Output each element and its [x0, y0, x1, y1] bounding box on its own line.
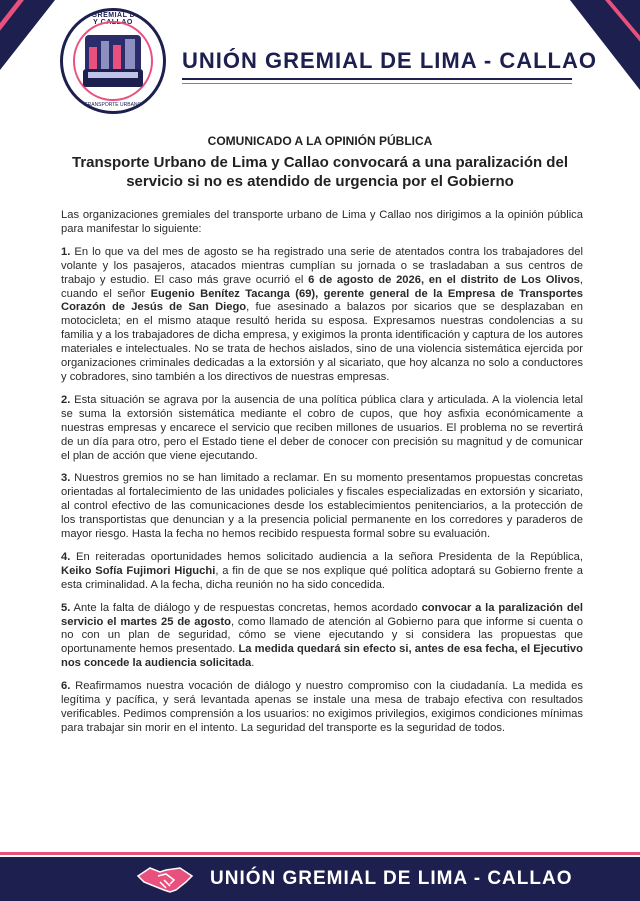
title-underline-accent [182, 83, 572, 84]
footer-accent-stripe [0, 852, 640, 855]
point-text: Nuestros gremios no se han limitado a reclamar. En su momento presentamos propuestas concretas orientadas al fortalecimiento de las unidades policiales y fiscales especializadas en extorsión y sicariato, al control efectivo de las comunicaciones desde los establecimientos penitenciarios, a la protección de los transportistas que denuncian y a la presencia policial permanente en los corredores y paraderos de mayor riesgo. Hasta la fecha no hemos recibido respuesta formal sobre su evaluación. [61, 472, 583, 541]
logo-text-bottom: TRANSPORTE URBANO [84, 102, 142, 108]
point-3-paragraph [61, 472, 583, 542]
point-text: , fue asesinado a balazos por sicarios que se desplazaban en motocicleta; en el mismo ataque resultó herida su esposa. Expresamos nuestras condolencias a su familia y a los trabajadores de dicha empresa, y exigimos la pronta identificación y captura de los autores materiales e intelectuales. No se trata de hechos aislados, sino de una violencia sistemática ejercida por organizaciones criminales dedicadas a la extorsión y al sicariato, que hoy alcanza no solo a conductores y cobradores, sino también a los directivos de nuestras empresas. [61, 301, 583, 383]
logo-building [89, 47, 97, 69]
logo-bus-icon [83, 69, 143, 87]
logo-text-top: UNIÓN GREMIAL DE LIMA Y CALLAO [64, 12, 162, 26]
point-number: 5. [61, 601, 71, 614]
point-text: , a fin de que se nos explique qué política adoptará su Gobierno frente a esta criminalidad. A la fecha, dicha reunión no ha sido concedida. [61, 564, 583, 591]
point-text: , como llamado de atención al Gobierno para que informe si cuenta o no con un plan de seguridad, cómo se viene ejecutando y si considera las propuestas que oportunamente hemos presentado. [61, 615, 583, 656]
point-text: , cuando el señor [61, 273, 583, 300]
handshake-icon [136, 862, 194, 896]
intro-paragraph: Las organizaciones gremiales del transporte urbano de Lima y Callao nos dirigimos a la opinión pública para manifestar lo siguiente: [61, 209, 583, 235]
point-highlight: Eugenio Benítez Tacanga (69), gerente general de la Empresa de Transportes Corazón de Jesús de San Diego [61, 287, 583, 314]
point-highlight: Keiko Sofía Fujimori Higuchi [61, 564, 216, 577]
point-highlight: 6 de agosto de 2026, en el distrito de Los Olivos [308, 273, 580, 286]
announcement-label: COMUNICADO A LA OPINIÓN PÚBLICA [207, 134, 433, 148]
title-underline [182, 78, 572, 80]
point-highlight: La medida quedará sin efecto si, antes de esa fecha, el Ejecutivo nos concede la audiencia solicitada [61, 643, 583, 670]
point-text: Ante la falta de diálogo y de respuestas concretas, hemos acordado [70, 601, 422, 614]
point-text: Esta situación se agrava por la ausencia de una política pública clara y articulada. A la violencia letal se suma la extorsión sistemática mediante el cobro de cupos, que hoy asfixia económicamente a nuestras empresas y encarece el servicio que reciben millones de usuarios. El problema no se revertirá de un día para otro, pero el Estado tiene el deber de conocer con precisión su magnitud y de comunicar el plan de acción que viene ejecutando. [61, 393, 583, 462]
communique-body [61, 209, 583, 745]
point-text: . [251, 657, 255, 670]
point-text: Reafirmamos nuestra vocación de diálogo y nuestro compromiso con la ciudadanía. La medida es legítima y pacífica, y será levantada apenas se instale una mesa de trabajo efectiva con resultados verificables. Pedimos comprensión a los usuarios: no exigimos privilegios, exigimos condiciones mínimas para trabajar sin morir en el intento. La seguridad del transporte es la seguridad de todos. [61, 680, 583, 734]
union-logo [60, 8, 166, 114]
organization-title: UNIÓN GREMIAL DE LIMA - CALLAO [182, 48, 597, 73]
logo-building [101, 41, 109, 69]
point-2-paragraph [61, 394, 583, 464]
point-number: 2. [61, 393, 71, 406]
point-number: 1. [61, 245, 71, 258]
point-text: En lo que va del mes de agosto se ha registrado una serie de atentados contra los trabajadores del volante y los pasajeros, atacados mientras cumplían su jornada o se trasladaban a sus centros de trabajo y estudio. El caso más grave ocurrió el [61, 245, 583, 286]
point-4-paragraph [61, 551, 583, 593]
logo-building [113, 45, 121, 69]
point-number: 3. [61, 472, 71, 485]
point-5-paragraph [61, 602, 583, 672]
point-number: 6. [61, 680, 71, 693]
logo-building [125, 39, 135, 69]
announcement-headline: Transporte Urbano de Lima y Callao convocará a una paralización del servicio si no es atendido de urgencia por el Gobierno [72, 154, 568, 190]
point-1-paragraph [61, 246, 583, 385]
header-corner-decoration-right [570, 0, 640, 90]
point-text: En reiteradas oportunidades hemos solicitado audiencia a la señora Presidenta de la República, [70, 550, 583, 563]
footer-organization-title: UNIÓN GREMIAL DE LIMA - CALLAO [210, 868, 573, 889]
point-highlight: convocar a la paralización del servicio el martes 25 de agosto [61, 601, 583, 628]
point-6-paragraph [61, 680, 583, 736]
point-number: 4. [61, 550, 71, 563]
